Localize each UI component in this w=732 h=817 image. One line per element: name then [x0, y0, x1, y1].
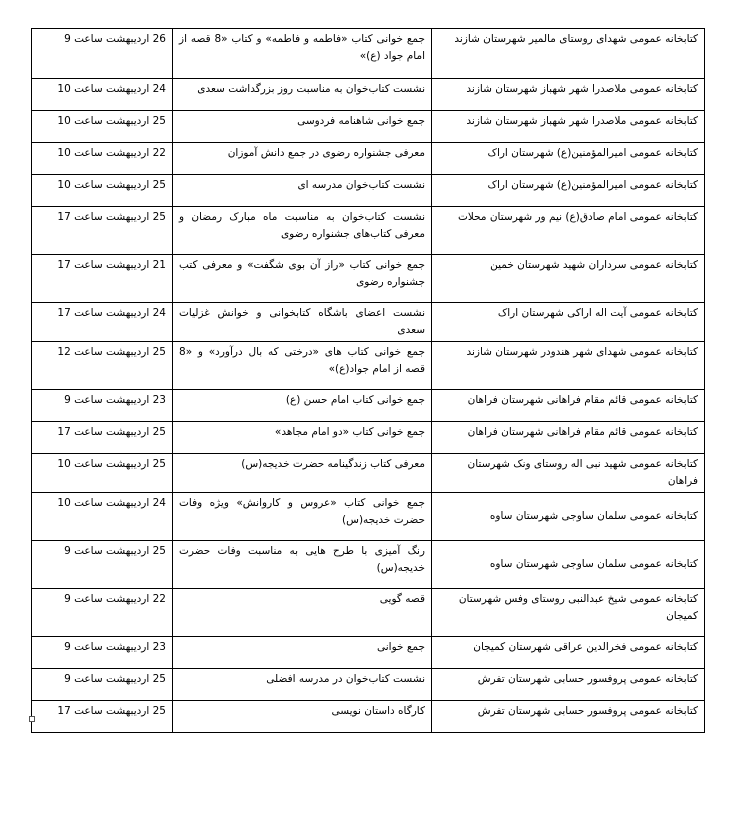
library-cell: کتابخانه عمومی ملاصدرا شهر شهباز شهرستان شازند	[432, 111, 705, 143]
time-cell: 23 اردیبهشت ساعت 9	[32, 637, 173, 669]
program-cell: جمع خوانی کتاب امام حسن (ع)	[173, 390, 432, 422]
library-cell: کتابخانه عمومی پروفسور حسابی شهرستان تفرش	[432, 669, 705, 701]
time-cell: 22 اردیبهشت ساعت 9	[32, 589, 173, 637]
library-cell: کتابخانه عمومی شهید نبی اله روستای ونک شهرستان فراهان	[432, 454, 705, 493]
table-row	[32, 589, 705, 637]
time-cell: 24 اردیبهشت ساعت 10	[32, 493, 173, 541]
library-cell: کتابخانه عمومی سلمان ساوجی شهرستان ساوه	[432, 493, 705, 541]
program-cell: قصه گویی	[173, 589, 432, 637]
time-cell: 22 اردیبهشت ساعت 10	[32, 143, 173, 175]
table-row	[32, 29, 705, 79]
library-cell: کتابخانه عمومی شهدای روستای مالمیر شهرستان شازند	[432, 29, 705, 79]
table-row	[32, 637, 705, 669]
time-cell: 26 اردیبهشت ساعت 9	[32, 29, 173, 79]
time-cell: 23 اردیبهشت ساعت 9	[32, 390, 173, 422]
program-cell: جمع خوانی کتاب های «درختی که بال درآورد» و «8 قصه از امام جواد(ع)»	[173, 342, 432, 390]
program-cell: نشست کتاب‌خوان به مناسبت روز بزرگداشت سعدی	[173, 79, 432, 111]
program-cell: نشست اعضای باشگاه کتابخوانی و خوانش غزلیات سعدی	[173, 303, 432, 342]
library-cell: کتابخانه عمومی قائم مقام فراهانی شهرستان فراهان	[432, 422, 705, 454]
table-row	[32, 207, 705, 255]
program-cell: جمع خوانی کتاب «عروس و کاروانش» ویژه وفات حضرت خدیجه(س)	[173, 493, 432, 541]
program-cell: جمع خوانی کتاب «راز آن بوی شگفت» و معرفی کتب جشنواره رضوی	[173, 255, 432, 303]
program-cell: نشست کتاب‌خوان در مدرسه افضلی	[173, 669, 432, 701]
library-cell: کتابخانه عمومی شهدای شهر هندودر شهرستان شازند	[432, 342, 705, 390]
time-cell: 25 اردیبهشت ساعت 17	[32, 207, 173, 255]
library-cell: کتابخانه عمومی امیرالمؤمنین(ع) شهرستان اراک	[432, 143, 705, 175]
library-cell: کتابخانه عمومی پروفسور حسابی شهرستان تفرش	[432, 701, 705, 733]
program-cell: نشست کتاب‌خوان مدرسه ای	[173, 175, 432, 207]
time-cell: 25 اردیبهشت ساعت 17	[32, 701, 173, 733]
table-row	[32, 175, 705, 207]
paragraph-end-marker	[29, 716, 35, 722]
time-cell: 21 اردیبهشت ساعت 17	[32, 255, 173, 303]
table-row	[32, 701, 705, 733]
program-cell: کارگاه داستان نویسی	[173, 701, 432, 733]
time-cell: 25 اردیبهشت ساعت 17	[32, 422, 173, 454]
table-row	[32, 422, 705, 454]
time-cell: 24 اردیبهشت ساعت 10	[32, 79, 173, 111]
table-row	[32, 303, 705, 342]
time-cell: 25 اردیبهشت ساعت 10	[32, 454, 173, 493]
table-row	[32, 79, 705, 111]
program-cell: جمع خوانی کتاب «فاطمه و فاطمه» و کتاب «8 قصه از امام جواد (ع)»	[173, 29, 432, 79]
program-cell: جمع خوانی	[173, 637, 432, 669]
table-row	[32, 454, 705, 493]
program-cell: نشست کتاب‌خوان به مناسبت ماه مبارک رمضان و معرفی کتاب‌های جشنواره رضوی	[173, 207, 432, 255]
table-row	[32, 541, 705, 589]
library-cell: کتابخانه عمومی فخرالدین عراقی شهرستان کمیجان	[432, 637, 705, 669]
program-cell: معرفی کتاب زندگینامه حضرت خدیجه(س)	[173, 454, 432, 493]
library-cell: کتابخانه عمومی سرداران شهید شهرستان خمین	[432, 255, 705, 303]
program-cell: جمع خوانی شاهنامه فردوسی	[173, 111, 432, 143]
time-cell: 25 اردیبهشت ساعت 9	[32, 669, 173, 701]
time-cell: 24 اردیبهشت ساعت 17	[32, 303, 173, 342]
time-cell: 25 اردیبهشت ساعت 10	[32, 111, 173, 143]
events-table	[31, 28, 705, 733]
program-cell: معرفی جشنواره رضوی در جمع دانش آموزان	[173, 143, 432, 175]
program-cell: جمع خوانی کتاب «دو امام مجاهد»	[173, 422, 432, 454]
library-cell: کتابخانه عمومی شیخ عبدالنبی روستای وفس شهرستان کمیجان	[432, 589, 705, 637]
time-cell: 25 اردیبهشت ساعت 10	[32, 175, 173, 207]
library-cell: کتابخانه عمومی امام صادق(ع) نیم ور شهرستان محلات	[432, 207, 705, 255]
library-cell: کتابخانه عمومی قائم مقام فراهانی شهرستان فراهان	[432, 390, 705, 422]
table-row	[32, 390, 705, 422]
table-row	[32, 255, 705, 303]
library-cell: کتابخانه عمومی ملاصدرا شهر شهباز شهرستان شازند	[432, 79, 705, 111]
library-cell: کتابخانه عمومی امیرالمؤمنین(ع) شهرستان اراک	[432, 175, 705, 207]
library-cell: کتابخانه عمومی آیت اله اراکی شهرستان اراک	[432, 303, 705, 342]
table-row	[32, 143, 705, 175]
table-row	[32, 493, 705, 541]
program-cell: رنگ آمیزی با طرح هایی به مناسبت وفات حضرت خدیجه(س)	[173, 541, 432, 589]
library-cell: کتابخانه عمومی سلمان ساوجی شهرستان ساوه	[432, 541, 705, 589]
table-row	[32, 342, 705, 390]
table-row	[32, 111, 705, 143]
table-row	[32, 669, 705, 701]
time-cell: 25 اردیبهشت ساعت 9	[32, 541, 173, 589]
time-cell: 25 اردیبهشت ساعت 12	[32, 342, 173, 390]
